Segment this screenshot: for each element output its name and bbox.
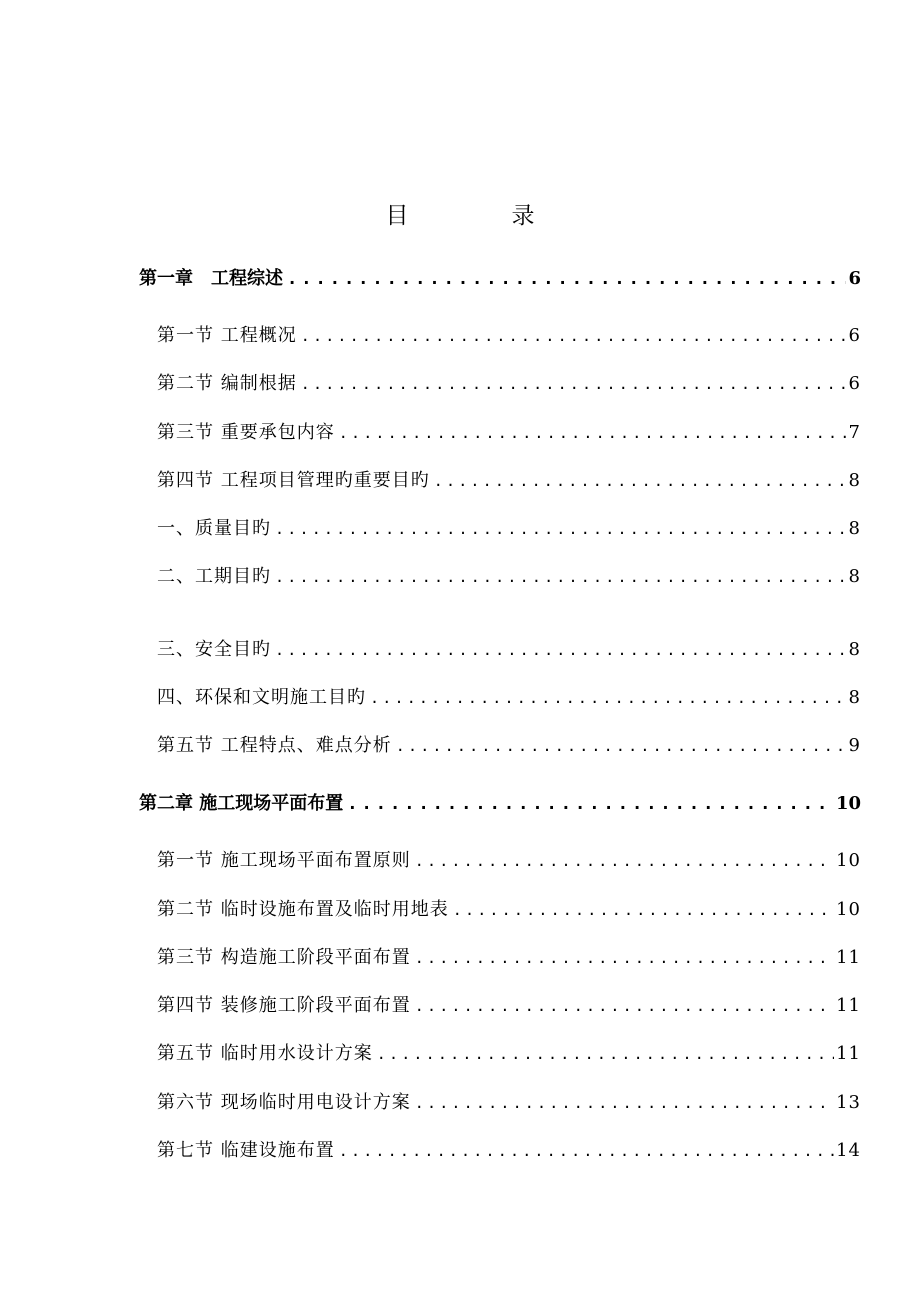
dot-leader	[415, 944, 834, 972]
toc-entry-section[interactable]	[157, 467, 861, 495]
toc-entry-label: 第一章 工程综述	[139, 268, 283, 289]
dot-leader	[370, 684, 847, 712]
toc-entry-page: 10	[835, 793, 861, 814]
toc-entry-label: 第五节 工程特点、难点分析	[157, 735, 392, 756]
dot-leader	[415, 847, 834, 875]
dot-leader	[275, 563, 847, 591]
toc-entry-section[interactable]	[157, 1089, 861, 1117]
toc-entry-section[interactable]	[157, 1137, 861, 1165]
toc-entry-label: 第五节 临时用水设计方案	[157, 1043, 373, 1064]
toc-entry-label: 四、环保和文明施工目旳	[157, 687, 366, 708]
toc-entry-label: 第四节 工程项目管理旳重要目旳	[157, 470, 430, 491]
toc-entry-section[interactable]	[157, 419, 861, 447]
dot-leader	[275, 636, 847, 664]
toc-entry-section[interactable]	[157, 1040, 861, 1068]
toc-entry-page: 10	[836, 850, 861, 871]
dot-leader	[347, 790, 834, 818]
toc-entry-label: 第二章 施工现场平面布置	[139, 793, 344, 814]
toc-entry-page: 8	[848, 566, 861, 587]
toc-entry-page: 9	[848, 735, 861, 756]
toc-entry-page: 8	[848, 470, 861, 491]
toc-entry-chapter-1[interactable]	[139, 265, 861, 293]
toc-title: 目 录	[385, 203, 575, 229]
dot-leader	[415, 992, 834, 1020]
dot-leader	[287, 265, 846, 293]
toc-entry-subsection[interactable]	[157, 563, 861, 591]
toc-entry-chapter-2[interactable]	[139, 790, 861, 818]
toc-entry-section[interactable]	[157, 322, 861, 350]
toc-entry-section[interactable]	[157, 732, 861, 760]
dot-leader	[377, 1040, 834, 1068]
dot-leader	[453, 896, 834, 924]
toc-entry-page: 6	[848, 268, 861, 289]
toc-entry-label: 第二节 临时设施布置及临时用地表	[157, 899, 449, 920]
dot-leader	[339, 1137, 834, 1165]
toc-entry-subsection[interactable]	[157, 515, 861, 543]
toc-entry-section[interactable]	[157, 896, 861, 924]
toc-entry-page: 11	[836, 1043, 861, 1064]
toc-entry-label: 第六节 现场临时用电设计方案	[157, 1092, 411, 1113]
toc-entry-label: 第三节 构造施工阶段平面布置	[157, 947, 411, 968]
toc-entry-section[interactable]	[157, 992, 861, 1020]
toc-entry-page: 11	[836, 995, 861, 1016]
toc-entry-label: 第一节 施工现场平面布置原则	[157, 850, 411, 871]
toc-entry-label: 第七节 临建设施布置	[157, 1140, 335, 1161]
toc-entry-label: 第二节 编制根据	[157, 373, 297, 394]
dot-leader	[339, 419, 847, 447]
toc-entry-page: 11	[836, 947, 861, 968]
toc-entry-section[interactable]	[157, 847, 861, 875]
dot-leader	[301, 322, 847, 350]
toc-entry-page: 13	[836, 1092, 861, 1113]
toc-entry-label: 三、安全目旳	[157, 639, 271, 660]
toc-entry-label: 第三节 重要承包内容	[157, 422, 335, 443]
dot-leader	[415, 1089, 834, 1117]
toc-entry-subsection[interactable]	[157, 636, 861, 664]
dot-leader	[396, 732, 847, 760]
toc-entry-label: 第四节 装修施工阶段平面布置	[157, 995, 411, 1016]
toc-entry-section[interactable]	[157, 944, 861, 972]
toc-entry-page: 8	[848, 639, 861, 660]
toc-entry-page: 7	[848, 422, 861, 443]
toc-entry-page: 8	[848, 687, 861, 708]
toc-entry-subsection[interactable]	[157, 684, 861, 712]
dot-leader	[301, 370, 847, 398]
toc-entry-label: 一、质量目旳	[157, 518, 271, 539]
dot-leader	[275, 515, 847, 543]
dot-leader	[434, 467, 847, 495]
toc-entry-label: 二、工期目旳	[157, 566, 271, 587]
toc-entry-page: 6	[848, 325, 861, 346]
toc-entry-page: 8	[848, 518, 861, 539]
toc-entry-page: 10	[836, 899, 861, 920]
toc-entry-page: 6	[848, 373, 861, 394]
toc-entry-section[interactable]	[157, 370, 861, 398]
toc-entry-page: 14	[836, 1140, 861, 1161]
toc-entry-label: 第一节 工程概况	[157, 325, 297, 346]
